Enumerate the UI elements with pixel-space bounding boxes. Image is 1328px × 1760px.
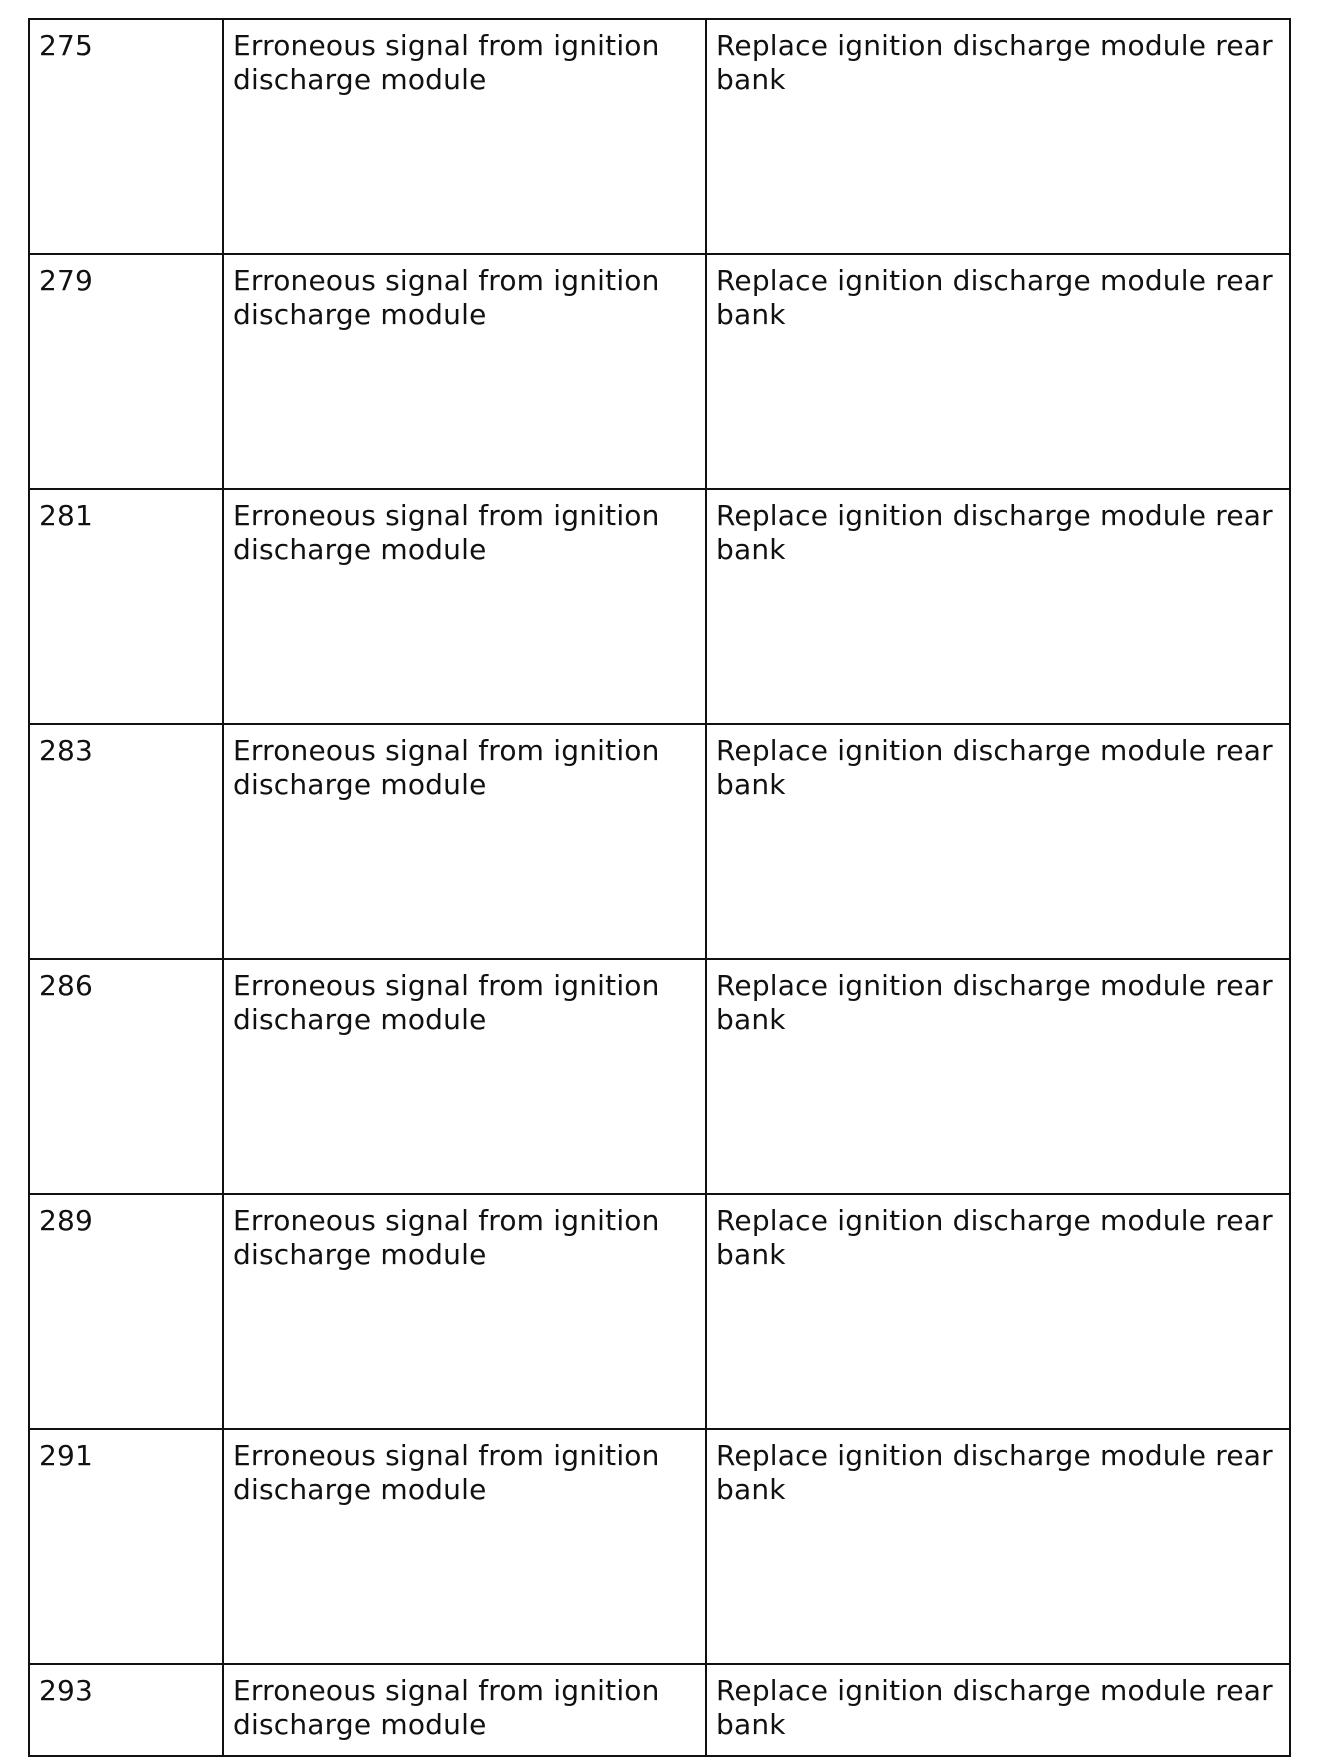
fault-description-cell: Erroneous signal from ignition discharge module <box>223 19 706 254</box>
fault-description-cell: Erroneous signal from ignition discharge module <box>223 1429 706 1664</box>
fault-description-cell: Erroneous signal from ignition discharge module <box>223 959 706 1194</box>
fault-description-cell: Erroneous signal from ignition discharge module <box>223 1194 706 1429</box>
table-row <box>29 489 1290 724</box>
table-row <box>29 254 1290 489</box>
fault-description-cell: Erroneous signal from ignition discharge module <box>223 724 706 959</box>
remedy-cell: Replace ignition discharge module rear bank <box>706 1429 1290 1664</box>
remedy-cell: Replace ignition discharge module rear bank <box>706 254 1290 489</box>
fault-description-cell: Erroneous signal from ignition discharge module <box>223 489 706 724</box>
remedy-cell: Replace ignition discharge module rear bank <box>706 1194 1290 1429</box>
fault-code-cell: 283 <box>29 724 223 959</box>
table-row <box>29 959 1290 1194</box>
fault-description-cell: Erroneous signal from ignition discharge module <box>223 254 706 489</box>
fault-code-cell: 291 <box>29 1429 223 1664</box>
fault-code-cell: 293 <box>29 1664 223 1756</box>
remedy-cell: Replace ignition discharge module rear bank <box>706 19 1290 254</box>
fault-code-cell: 289 <box>29 1194 223 1429</box>
fault-code-cell: 279 <box>29 254 223 489</box>
fault-code-cell: 275 <box>29 19 223 254</box>
table-row <box>29 724 1290 959</box>
remedy-cell: Replace ignition discharge module rear bank <box>706 724 1290 959</box>
table-row <box>29 1664 1290 1756</box>
fault-code-cell: 286 <box>29 959 223 1194</box>
table-row <box>29 1194 1290 1429</box>
table-row <box>29 1429 1290 1664</box>
remedy-cell: Replace ignition discharge module rear bank <box>706 489 1290 724</box>
table-row <box>29 19 1290 254</box>
remedy-cell: Replace ignition discharge module rear bank <box>706 959 1290 1194</box>
fault-description-cell: Erroneous signal from ignition discharge module <box>223 1664 706 1756</box>
fault-code-table <box>28 18 1291 1757</box>
remedy-cell: Replace ignition discharge module rear bank <box>706 1664 1290 1756</box>
fault-code-cell: 281 <box>29 489 223 724</box>
